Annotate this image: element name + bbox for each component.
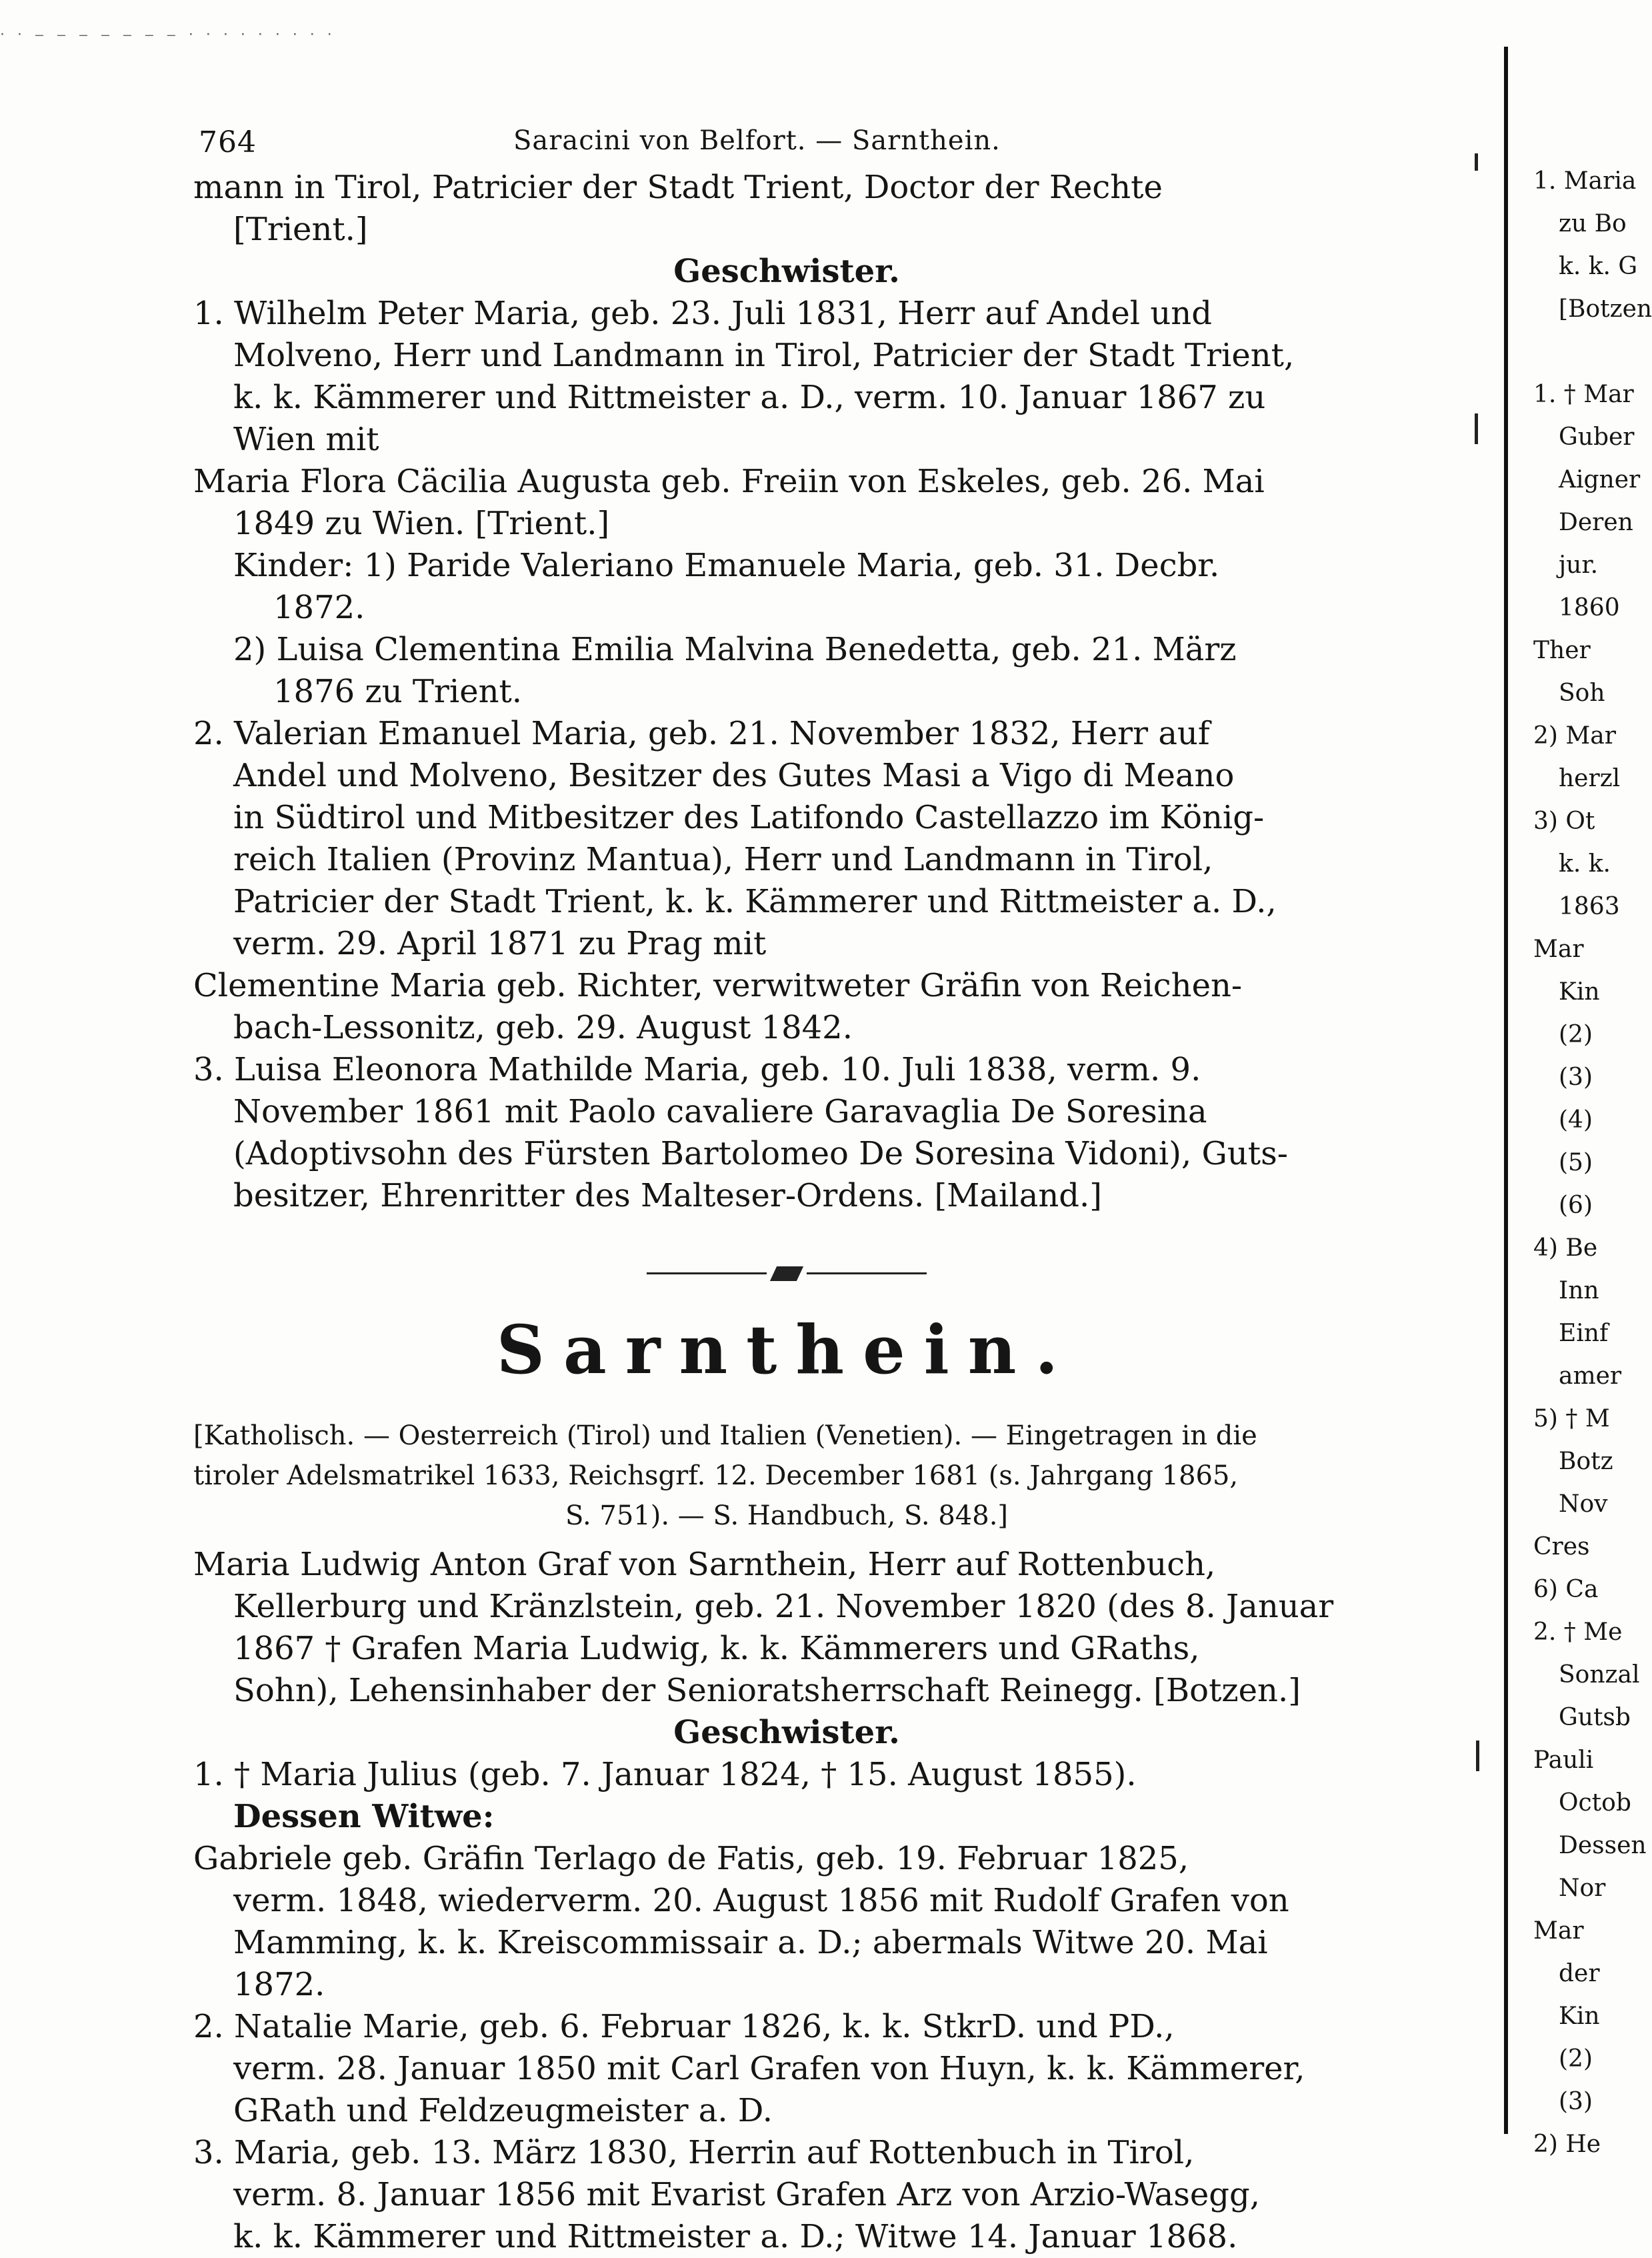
entry-first-line: 2. Natalie Marie, geb. 6. Februar 1826, k. k. StkrD. und PD., (193, 2008, 1175, 2045)
intro-line: S. 751). — S. Handbuch, S. 848.] (565, 1500, 1009, 1531)
head-line: Maria Ludwig Anton Graf von Sarnthein, Herr auf Rottenbuch, (193, 1546, 1216, 1583)
children-line: 1876 zu Trient. (273, 673, 523, 710)
fragment-line: Cres (1533, 1533, 1590, 1560)
fragment-line: (6) (1559, 1192, 1593, 1219)
fragment-line: (3) (1559, 2088, 1593, 2115)
fragment-line: Pauli (1533, 1747, 1594, 1774)
running-head (193, 107, 1380, 167)
section-title: Sarnthein. (496, 1310, 1077, 1389)
spouse-line: bach-Lessonitz, geb. 29. August 1842. (233, 1009, 853, 1046)
entry-line: GRath und Feldzeugmeister a. D. (233, 2092, 773, 2129)
fragment-line: (3) (1559, 1064, 1593, 1091)
fragment-line: 1863 (1559, 893, 1620, 920)
fragment-line (1533, 331, 1600, 373)
fragment-line: Dessen (1559, 1832, 1647, 1859)
entry-first-line: 1. † Maria Julius (geb. 7. Januar 1824, † 15. August 1855). (193, 1756, 1137, 1793)
fragment-line: 2) Mar (1533, 722, 1616, 750)
spouse-line: Gabriele geb. Gräfin Terlago de Fatis, geb. 19. Februar 1825, (193, 1840, 1189, 1877)
head-line: Kellerburg und Kränzlstein, geb. 21. November 1820 (des 8. Januar (233, 1588, 1334, 1625)
section-divider-ornament (647, 1264, 927, 1284)
fragment-line: Deren (1559, 509, 1633, 536)
fragment-line: Gutsb (1559, 1704, 1631, 1731)
entry-line: (Adoptivsohn des Fürsten Bartolomeo De Soresina Vidoni), Guts- (233, 1135, 1288, 1172)
fragment-line: der (1559, 1960, 1600, 1987)
fragment-line: Aigner (1559, 466, 1641, 493)
fragment-line: Mar (1533, 1917, 1584, 1945)
fragment-line: Inn (1559, 1277, 1599, 1304)
intro-line: tiroler Adelsmatrikel 1633, Reichsgrf. 12. December 1681 (s. Jahrgang 1865, (193, 1460, 1239, 1491)
spouse-line: Maria Flora Cäcilia Augusta geb. Freiin von Eskeles, geb. 26. Mai (193, 463, 1265, 500)
fragment-line: Kin (1559, 978, 1600, 1006)
fragment-line: herzl (1559, 765, 1621, 792)
children-line: Kinder: 1) Paride Valeriano Emanuele Maria, geb. 31. Decbr. (233, 547, 1220, 584)
entry-first-line: 1. Wilhelm Peter Maria, geb. 23. Juli 1831, Herr auf Andel und (193, 295, 1212, 332)
fragment-line: Kin (1559, 2003, 1600, 2030)
spouse-line: Mamming, k. k. Kreiscommissair a. D.; abermals Witwe 20. Mai (233, 1924, 1268, 1961)
siblings-heading: Geschwister. (673, 253, 900, 290)
running-title: Saracini von Belfort. — Sarnthein. (513, 125, 1001, 156)
fragment-line: Guber (1559, 423, 1635, 451)
fragment-line: (4) (1559, 1106, 1593, 1134)
fragment-line: Mar (1533, 936, 1584, 963)
fragment-line: 6) Ca (1533, 1576, 1599, 1603)
entry-line: in Südtirol und Mitbesitzer des Latifondo Castellazzo im König- (233, 799, 1265, 836)
fragment-line: zu Bo (1559, 210, 1627, 237)
fragment-line: (5) (1559, 1149, 1593, 1176)
fragment-line: (2) (1559, 2045, 1593, 2073)
text-line: [Trient.] (233, 211, 368, 248)
fragment-line: amer (1559, 1362, 1622, 1390)
head-line: Sohn), Lehensinhaber der Senioratsherrschaft Reinegg. [Botzen.] (233, 1672, 1301, 1709)
fragment-line: 5) † M (1533, 1405, 1610, 1432)
fragment-line: 1. † Mar (1533, 381, 1634, 408)
fragment-line: k. k. G (1559, 253, 1638, 280)
scan-artifact: · · ‒ ‒ ‒ ‒ ‒ ‒ ‒ · · · · · · · · · (0, 27, 336, 43)
entry-line: Patricier der Stadt Trient, k. k. Kämmerer und Rittmeister a. D., (233, 883, 1277, 920)
head-line: 1867 † Grafen Maria Ludwig, k. k. Kämmerers und GRaths, (233, 1630, 1200, 1667)
fragment-line: Octob (1559, 1789, 1631, 1817)
intro-line: [Katholisch. — Oesterreich (Tirol) und Italien (Venetien). — Eingetragen in die (193, 1420, 1257, 1451)
widow-heading: Dessen Witwe: (233, 1798, 495, 1835)
entry-line: Wien mit (233, 421, 379, 458)
entry-line: k. k. Kämmerer und Rittmeister a. D., verm. 10. Januar 1867 zu (233, 379, 1266, 416)
fragment-line: jur. (1559, 551, 1599, 579)
scan-mark (1475, 413, 1478, 444)
entry-line: verm. 28. Januar 1850 mit Carl Grafen von Huyn, k. k. Kämmerer, (233, 2050, 1305, 2087)
fragment-line: 2) He (1533, 2131, 1601, 2158)
fragment-line: 3) Ot (1533, 808, 1595, 835)
fragment-line: 4) Be (1533, 1234, 1598, 1262)
fragment-line: Einf (1559, 1320, 1609, 1347)
entry-first-line: 3. Maria, geb. 13. März 1830, Herrin auf Rottenbuch in Tirol, (193, 2134, 1195, 2171)
entry-line: Andel und Molveno, Besitzer des Gutes Masi a Vigo di Meano (233, 757, 1235, 794)
fragment-line: 1. Maria (1533, 167, 1637, 195)
children-line: 2) Luisa Clementina Emilia Malvina Benedetta, geb. 21. März (233, 631, 1237, 668)
fragment-line: 2. † Me (1533, 1618, 1623, 1646)
entry-line: reich Italien (Provinz Mantua), Herr und Landmann in Tirol, (233, 841, 1213, 878)
fragment-line: 1860 (1559, 594, 1620, 622)
fragment-line: Soh (1559, 680, 1605, 707)
fragment-line: (2) (1559, 1021, 1593, 1048)
scan-mark (1476, 1741, 1479, 1771)
spouse-line: 1849 zu Wien. [Trient.] (233, 505, 610, 542)
scan-mark (1475, 153, 1478, 171)
spouse-line: Clementine Maria geb. Richter, verwitweter Gräfin von Reichen- (193, 967, 1243, 1004)
spouse-line: 1872. (233, 1966, 325, 2003)
entry-line: besitzer, Ehrenritter des Malteser-Ordens. [Mailand.] (233, 1177, 1102, 1214)
fragment-line: Nov (1559, 1490, 1608, 1518)
entry-line: November 1861 mit Paolo cavaliere Garavaglia De Soresina (233, 1093, 1207, 1130)
fragment-line: [Botzen (1559, 295, 1652, 323)
entry-line: k. k. Kämmerer und Rittmeister a. D.; Witwe 14. Januar 1868. (233, 2218, 1238, 2255)
entry-line: Molveno, Herr und Landmann in Tirol, Patricier der Stadt Trient, (233, 337, 1295, 374)
fragment-line: Sonzal (1559, 1661, 1640, 1688)
entry-line: verm. 29. April 1871 zu Prag mit (233, 925, 767, 962)
fragment-line: Ther (1533, 637, 1591, 664)
siblings-heading: Geschwister. (673, 1714, 900, 1751)
page-number: 764 (199, 125, 257, 159)
entry-first-line: 2. Valerian Emanuel Maria, geb. 21. November 1832, Herr auf (193, 715, 1210, 752)
column-rule (1504, 47, 1508, 2134)
entry-first-line: 3. Luisa Eleonora Mathilde Maria, geb. 10. Juli 1838, verm. 9. (193, 1051, 1201, 1088)
adjacent-page-column (1533, 160, 1652, 2166)
fragment-line: Botz (1559, 1448, 1613, 1475)
fragment-line: Nor (1559, 1875, 1606, 1902)
text-line: mann in Tirol, Patricier der Stadt Trient, Doctor der Rechte (193, 169, 1163, 206)
spouse-line: verm. 1848, wiederverm. 20. August 1856 mit Rudolf Grafen von (233, 1882, 1289, 1919)
main-column (193, 107, 1380, 2258)
fragment-line: k. k. (1559, 850, 1611, 878)
entry-line: verm. 8. Januar 1856 mit Evarist Grafen Arz von Arzio-Wasegg, (233, 2176, 1261, 2213)
children-line: 1872. (273, 589, 365, 626)
